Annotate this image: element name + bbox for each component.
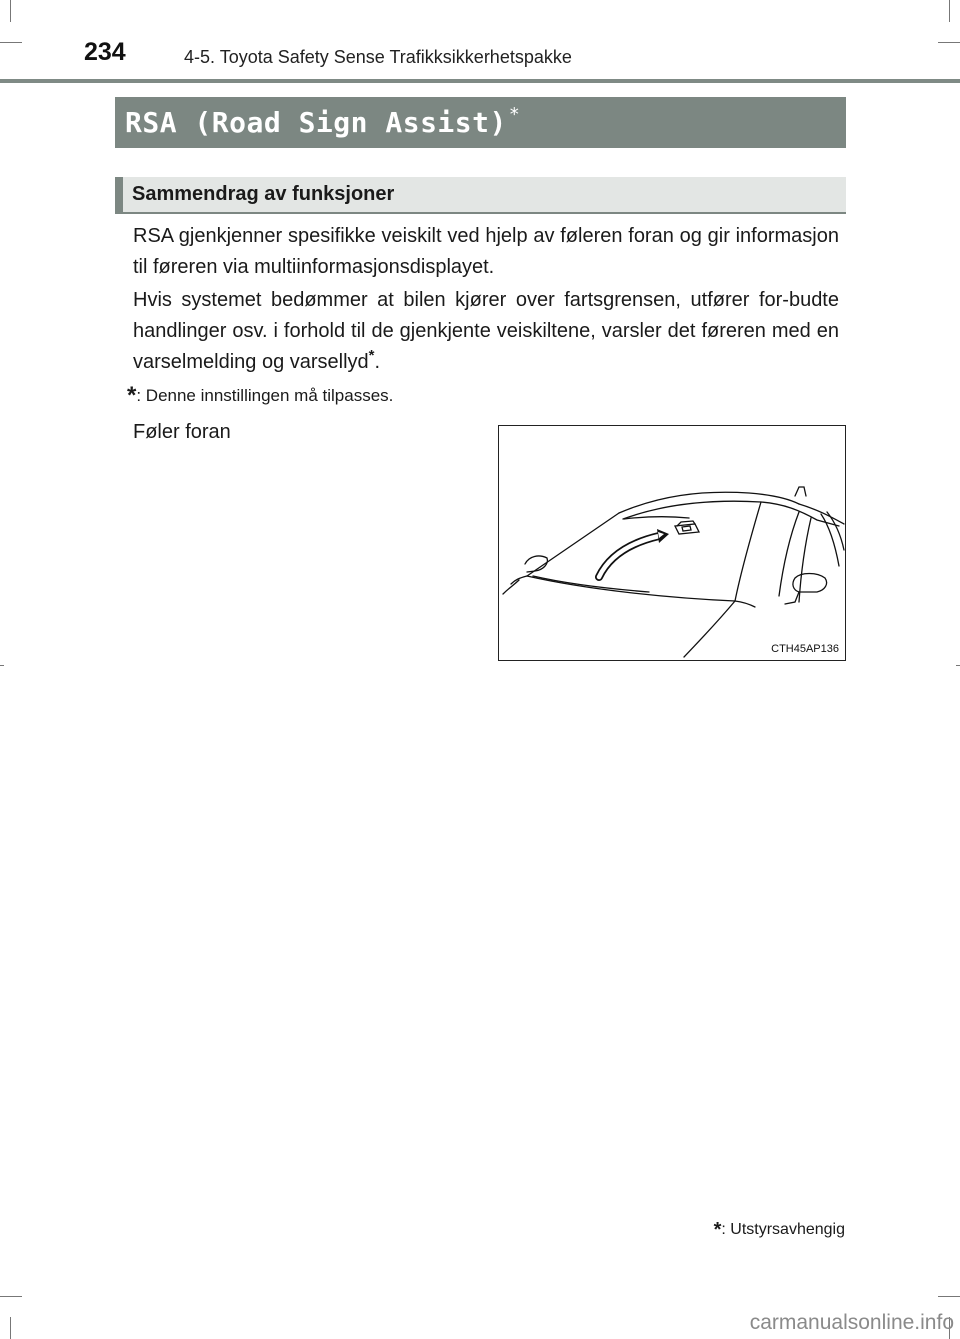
crop-mark <box>956 665 960 666</box>
section-title-text: RSA (Road Sign Assist) <box>125 106 507 139</box>
page-number: 234 <box>84 38 126 66</box>
subsection-title: Sammendrag av funksjoner <box>132 183 395 205</box>
crop-mark <box>949 0 950 22</box>
windshield-sensor-drawing <box>499 426 845 660</box>
paragraph-1: RSA gjenkjenner spesifikke veiskilt ved hjelp av føleren foran og gir informasjon til føreren via multiinformasjonsdisplayet. <box>133 225 839 278</box>
subsection-accent <box>115 177 123 214</box>
paragraph-2 <box>133 285 839 378</box>
header-rule <box>0 79 960 83</box>
crop-mark <box>0 665 4 666</box>
section-title-bar <box>115 97 846 148</box>
crop-mark <box>10 0 11 22</box>
footnote-marker: * <box>713 1219 722 1241</box>
crop-mark <box>938 42 960 43</box>
crop-mark <box>10 1317 11 1339</box>
paragraph-2-text: Hvis systemet bedømmer at bilen kjører over fartsgrensen, utfører for-budte handlinger osv. i forhold til de gjenkjente veiskiltene, varsler det føreren med en varselmelding og varsellyd <box>133 289 839 373</box>
figure-label: Føler foran <box>133 421 231 443</box>
watermark: carmanualsonline.info <box>749 1311 954 1334</box>
note-text: : Denne innstillingen må tilpasses. <box>136 386 394 405</box>
figure-code: CTH45AP136 <box>771 643 839 655</box>
equipment-footnote <box>714 1219 845 1242</box>
footnote-text: : Utstyrsavhengig <box>721 1221 845 1238</box>
customization-note <box>127 382 393 410</box>
paragraph-2-marker: * <box>368 347 375 364</box>
crop-mark <box>0 1296 22 1297</box>
note-marker: * <box>127 382 137 409</box>
chapter-header: 4-5. Toyota Safety Sense Trafikksikkerhetspakke <box>184 47 572 67</box>
sensor-illustration <box>498 425 846 661</box>
subsection-bar <box>115 177 846 214</box>
crop-mark <box>0 42 22 43</box>
section-title <box>125 104 520 139</box>
paragraph-2-end: . <box>374 351 381 373</box>
section-title-marker: * <box>508 104 521 125</box>
crop-mark <box>938 1296 960 1297</box>
